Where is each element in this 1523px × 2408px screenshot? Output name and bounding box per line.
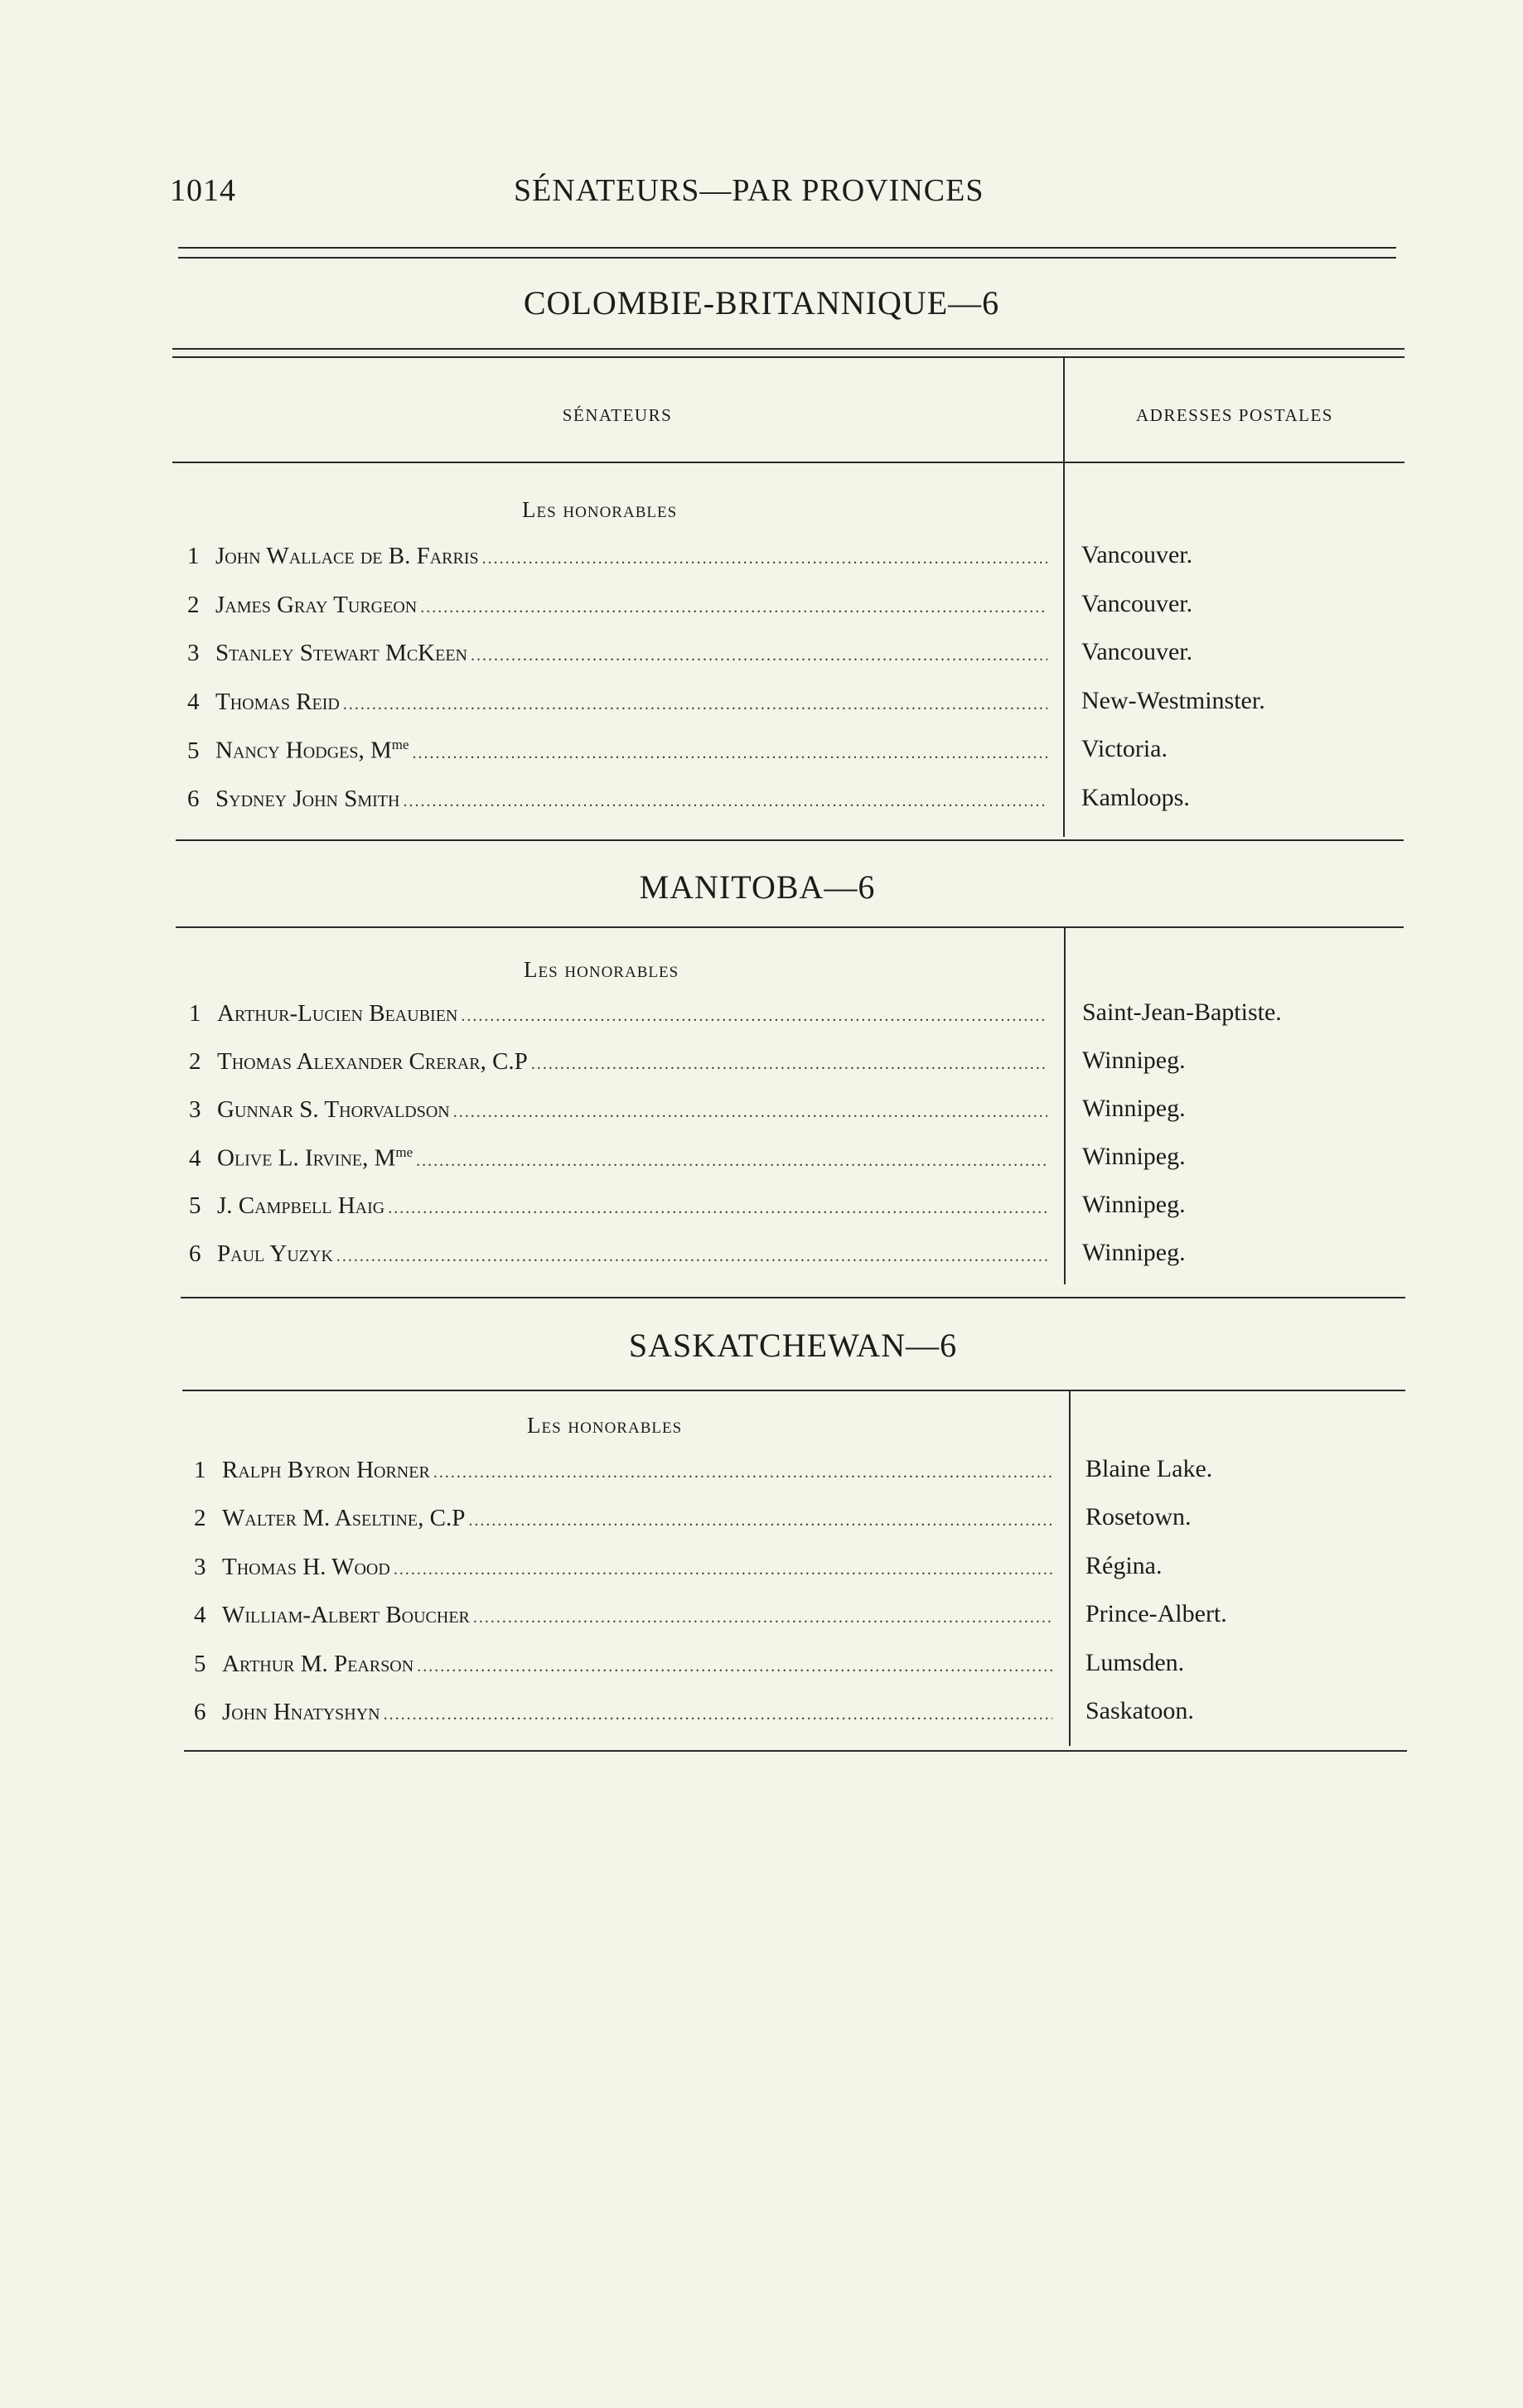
senator-title-superscript: me (391, 737, 409, 752)
senator-name-text: J. Campbell Haig (217, 1192, 385, 1219)
senator-row (189, 1000, 1054, 1033)
bc-bottom-rule (176, 839, 1404, 841)
senator-number: 1 (187, 543, 200, 569)
senator-row (194, 1602, 1059, 1635)
senator-row (189, 1048, 1054, 1081)
saskatchewan-subhead: Les honorables (527, 1413, 683, 1438)
manitoba-column-divider (1064, 926, 1066, 1284)
senator-title-superscript: me (395, 1144, 413, 1160)
section-title-bc: COLOMBIE-BRITANNIQUE—6 (523, 284, 1000, 322)
bc-title-rule-1 (172, 348, 1405, 350)
postal-address: Saint-Jean-Baptiste. (1082, 998, 1282, 1026)
senator-number: 3 (187, 640, 200, 666)
dot-leader (384, 1705, 1052, 1724)
postal-address: New-Westminster. (1081, 687, 1265, 714)
postal-address: Winnipeg. (1082, 1143, 1186, 1170)
senator-name (222, 1602, 470, 1629)
postal-address: Prince-Albert. (1085, 1600, 1227, 1627)
senator-name-text: Nancy Hodges, M (215, 737, 392, 764)
senator-name (217, 1048, 528, 1076)
dot-leader (482, 549, 1047, 568)
senator-row (189, 1096, 1054, 1129)
senator-name-text: William-Albert Boucher (222, 1602, 470, 1628)
senator-name-text: Olive L. Irvine, M (217, 1144, 396, 1172)
postal-address: Vancouver. (1081, 541, 1193, 568)
senator-number: 3 (189, 1096, 201, 1123)
running-head: SÉNATEURS—PAR PROVINCES (514, 173, 984, 208)
manitoba-title-rule (176, 926, 1404, 928)
senator-number: 5 (187, 737, 200, 764)
dot-leader (471, 646, 1047, 665)
senator-row (194, 1505, 1059, 1538)
dot-leader (388, 1199, 1047, 1218)
senator-name-text: Arthur M. Pearson (222, 1651, 414, 1677)
senator-number: 5 (194, 1651, 206, 1677)
postal-address: Winnipeg. (1082, 1047, 1186, 1074)
postal-address: Vancouver. (1081, 590, 1193, 617)
senator-name (217, 1096, 450, 1124)
senator-name (222, 1457, 430, 1484)
section-title-saskatchewan: SASKATCHEWAN—6 (628, 1327, 958, 1364)
senator-name (217, 1000, 457, 1028)
senator-number: 2 (189, 1048, 201, 1075)
senator-row (187, 543, 1054, 576)
senator-row (194, 1457, 1059, 1490)
senator-name-text: Ralph Byron Horner (222, 1457, 430, 1483)
senator-number: 6 (187, 786, 200, 812)
postal-address: Victoria. (1081, 735, 1168, 762)
senator-number: 4 (187, 689, 200, 715)
senator-name (217, 1192, 384, 1220)
senator-name (215, 786, 399, 813)
senator-name-text: James Gray Turgeon (215, 592, 418, 618)
senator-number: 4 (189, 1144, 201, 1172)
senator-name-text: John Hnatyshyn (222, 1699, 380, 1725)
dot-leader (394, 1560, 1052, 1579)
dot-leader (343, 695, 1047, 714)
senator-row (194, 1651, 1059, 1684)
postal-address: Winnipeg. (1082, 1191, 1186, 1218)
column-header-senators: SÉNATEURS (562, 405, 673, 425)
senator-name-text: John Wallace de B. Farris (215, 543, 479, 569)
dot-leader (403, 792, 1047, 811)
postal-address: Blaine Lake. (1085, 1455, 1213, 1482)
header-rule-top (178, 247, 1396, 249)
manitoba-subhead: Les honorables (524, 957, 679, 982)
senator-name (215, 592, 417, 619)
senator-name (222, 1554, 390, 1581)
dot-leader (417, 1657, 1052, 1676)
senator-name-text: Walter M. Aseltine, C.P (222, 1505, 466, 1531)
bc-column-divider (1063, 356, 1065, 837)
senator-number: 2 (194, 1505, 206, 1531)
dot-leader (531, 1055, 1047, 1074)
senator-row (194, 1699, 1059, 1732)
column-header-addresses: ADRESSES POSTALES (1136, 405, 1333, 425)
senator-row (187, 592, 1054, 625)
senator-name-text: Stanley Stewart McKeen (215, 640, 467, 666)
postal-address: Rosetown. (1085, 1503, 1192, 1530)
senator-name (215, 689, 340, 716)
page-number: 1014 (170, 173, 236, 208)
senator-row (189, 1144, 1054, 1177)
dot-leader (416, 1152, 1047, 1171)
postal-address: Winnipeg. (1082, 1095, 1186, 1122)
senator-number: 5 (189, 1192, 201, 1219)
senator-row (194, 1554, 1059, 1587)
dot-leader (413, 744, 1047, 763)
saskatchewan-title-rule (182, 1390, 1405, 1391)
senator-number: 2 (187, 592, 200, 618)
dot-leader (473, 1608, 1052, 1627)
senator-name (222, 1505, 465, 1532)
senator-name (215, 543, 479, 570)
postal-address: Saskatoon. (1085, 1697, 1194, 1724)
postal-address: Lumsden. (1085, 1649, 1185, 1676)
senator-name (222, 1651, 413, 1678)
senator-row (187, 737, 1054, 770)
column-header-rule (172, 462, 1405, 463)
senator-number: 6 (189, 1240, 201, 1267)
senator-number: 1 (194, 1457, 206, 1483)
senator-name-text: Gunnar S. Thorvaldson (217, 1096, 450, 1123)
postal-address: Winnipeg. (1082, 1239, 1186, 1266)
senator-number: 4 (194, 1602, 206, 1628)
senator-name-text: Arthur-Lucien Beaubien (217, 1000, 458, 1027)
senator-row (189, 1240, 1054, 1274)
senator-name (217, 1240, 333, 1268)
senator-number: 1 (189, 1000, 201, 1027)
dot-leader (468, 1511, 1052, 1530)
dot-leader (433, 1463, 1052, 1482)
postal-address: Régina. (1085, 1552, 1163, 1579)
senator-row (187, 689, 1054, 722)
senator-name-text: Thomas H. Wood (222, 1554, 390, 1580)
header-rule-bottom (178, 257, 1396, 259)
section-title-manitoba: MANITOBA—6 (639, 868, 876, 906)
manitoba-bottom-rule (181, 1297, 1405, 1298)
senator-name-text: Thomas Reid (215, 689, 340, 715)
senator-number: 6 (194, 1699, 206, 1725)
saskatchewan-column-divider (1069, 1390, 1071, 1746)
senator-name (215, 640, 467, 667)
senator-number: 3 (194, 1554, 206, 1580)
senator-row (187, 786, 1054, 819)
bc-title-rule-2 (172, 356, 1405, 358)
senator-name (217, 1144, 413, 1173)
senator-name-text: Thomas Alexander Crerar, C.P (217, 1048, 528, 1075)
saskatchewan-bottom-rule (184, 1750, 1407, 1752)
bc-subhead: Les honorables (522, 497, 678, 522)
dot-leader (461, 1007, 1047, 1026)
dot-leader (453, 1103, 1047, 1122)
senator-row (189, 1192, 1054, 1226)
postal-address: Kamloops. (1081, 784, 1190, 811)
senator-name-text: Sydney John Smith (215, 786, 400, 812)
senator-row (187, 640, 1054, 673)
dot-leader (336, 1247, 1047, 1266)
senator-name (222, 1699, 380, 1726)
postal-address: Vancouver. (1081, 638, 1193, 665)
senator-name-text: Paul Yuzyk (217, 1240, 333, 1267)
dot-leader (420, 598, 1047, 617)
senator-name (215, 737, 409, 765)
